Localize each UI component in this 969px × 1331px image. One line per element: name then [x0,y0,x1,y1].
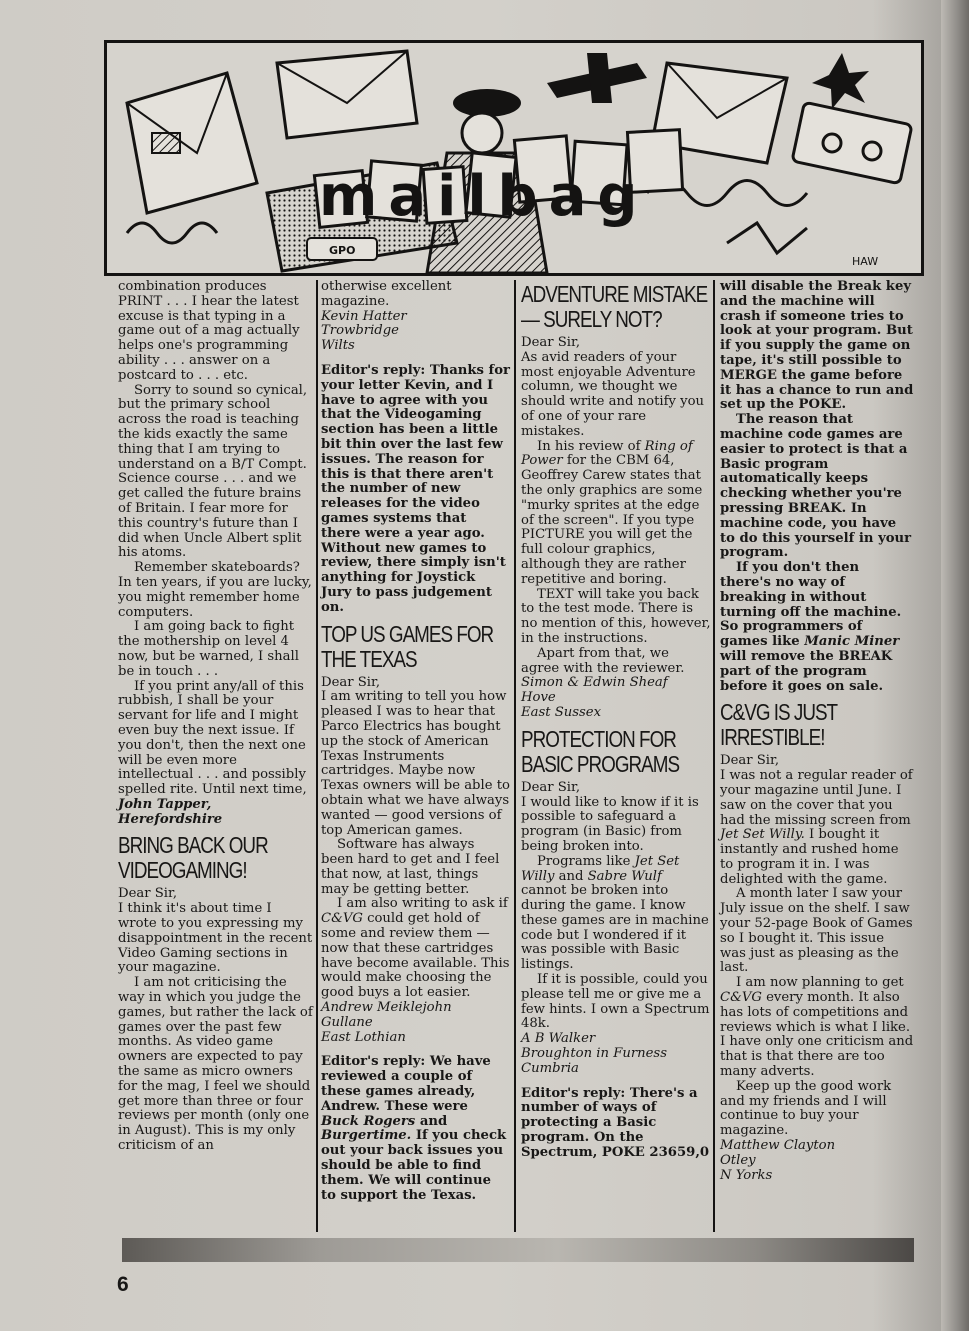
salutation: Dear Sir, [521,779,581,795]
artist-signature: HAW [852,255,879,268]
game-title: Jet Set Willy [521,853,680,884]
letter-location: Gullane [321,1014,373,1030]
game-title: Manic Miner [804,634,900,650]
paragraph: TEXT will take you back to the test mode. There is no mention of this, however, in the instructions. [521,586,711,646]
paragraph: I am going back to fight the mothership on level 4 now, but be warned, I shall be in touch . . . [118,619,299,679]
letter-headline: TOP US GAMES FOR THE TEXAS [321,620,494,672]
text-run: I am also writing to ask if [337,896,508,912]
letter-location: N Yorks [720,1167,773,1183]
letter-signature: Andrew Meiklejohn [321,1000,452,1016]
game-title: Buck Rogers [321,1113,416,1129]
editor-reply: Editor's reply: Thanks for your letter Kevin, and I have to agree with you that the Videogaming section has been a little bit thin over the last few issues. The reason for this is that there aren't the number of new releases for the video games systems that there were a year ago. Without new games to review, there simply isn't anything for Joystick Jury to pass judgement on. [321,362,510,615]
salutation: Dear Sir, [521,335,581,350]
paragraph [720,976,914,1080]
letter-signature: Simon & Edwin Sheaf [521,675,668,691]
editor-reply [321,1055,510,1203]
text-run: every month. It also has lots of competitions and reviews which is what I like. I have only one criticism and that is that there are too many adverts. [720,990,914,1080]
text-run: and [554,868,588,884]
text-run: If you check out your back issues you should be able to find them. We will continue to support the Texas. [321,1128,507,1203]
letter-location: Wilts [321,338,355,354]
salutation: Dear Sir, [720,753,780,769]
paragraph [521,440,711,588]
paragraph: Sorry to sound so cynical, but the primary school across the road is teaching the kids exactly the same thing that I am trying to understand on a B/T Compt. Science course . . . and we get called the future brains of Britain. I fear more for this country's future than I did when Uncle Albert split his atoms. [118,382,308,561]
paragraph: Remember skateboards? In ten years, if you are lucky, you might remember home computers. [118,560,312,620]
letter-signature: Matthew Clayton [720,1138,836,1154]
envelope-icon [277,51,417,138]
mailbag-illustration [107,43,921,273]
paragraph: A month later I saw your July issue on the shelf. I saw your 52-page Book of Games so I bought it. This issue was just as pleasing as the last. [720,886,913,976]
game-title: Ring of Power [521,438,693,469]
text-run: Editor's reply: We have reviewed a couple of these games already, Andrew. These were [321,1054,491,1114]
editor-reply: Editor's reply: There's a number of ways of protecting a Basic program. On the Spectrum, POKE 23659,0 [521,1085,710,1160]
paragraph [321,897,510,1001]
page-number: 6 [117,1273,129,1296]
text-run: I was not a regular reader of your magazine until June. I saw on the cover that you had the missing screen from [720,768,913,828]
text-run: In his review of [537,438,645,454]
paragraph: Keep up the good work and my friends and I will continue to buy your magazine. [720,1078,892,1139]
binder-edge [941,0,969,1331]
footer-bar [122,1238,914,1262]
text-run: for the CBM 64, Geoffrey Carew states that the only graphics are some "murky sprites at the edge of the screen". If you type PICTURE you will get the full colour graphics, although they are rather repetitive and boring. [521,453,703,587]
column-divider [514,280,516,1232]
text-run: and [415,1113,448,1129]
game-title: Sabre Wulf [587,868,662,884]
paragraph: If you print any/all of this rubbish, I shall be your servant for life and I might even buy the next issue. If you don't, then the next one will be even more intellectual . . . and possibly spelled rite. Until next time, [118,678,307,798]
paragraph: otherwise excellent magazine. [321,279,452,309]
column-3 [521,280,711,1161]
column-2 [321,280,510,1203]
paragraph: As avid readers of your most enjoyable Adventure column, we thought we should write and notify you of one of your rare mistakes. [521,349,704,439]
text-run: will remove the BREAK part of the program before it goes on sale. [720,648,893,694]
letter-signature: A B Walker [521,1031,596,1047]
game-title: Burgertime. [321,1128,412,1144]
letter-location: East Lothian [321,1029,406,1045]
column-1 [118,280,314,1154]
magazine-name: C&VG [321,911,363,927]
column-4 [720,280,914,1183]
editor-reply-continued: The reason that machine code games are easier to protect is that a Basic program automatically keeps checking whether you're pressing BREAK. In machine code, you have to do this yourself in your program. [720,412,912,561]
paragraph: I would like to know if it is possible to safeguard a program (in Basic) from being broken into. [521,794,699,854]
letter-location: Broughton in Furness [521,1046,667,1062]
magazine-name: C&VG [720,990,762,1006]
paragraph: I am not criticising the way in which you judge the games, but rather the lack of games over the past few months. As video game owners are expected to pay the same as micro owners for the mag, I feel we should get more than three or four reviews per month (only one in August). This is my only criticism of an [118,975,313,1154]
text-run: cannot be broken into during the game. I know these games are in machine code but I wondered if it was possible with Basic listings. [521,883,709,973]
letter-location: Otley [720,1152,756,1168]
letter-headline: C&VG IS JUST IRRESTIBLE! [720,699,837,751]
paragraph: I think it's about time I wrote to you expressing my disappointment in the recent Video Gaming sections in your magazine. [118,901,313,976]
paragraph: Software has always been hard to get and I feel that now, at last, things may be getting better. [321,837,500,897]
letter-signature: Kevin Hatter [321,308,407,324]
editor-reply-continued [720,561,914,694]
text-run: could get hold of some and review them — now that these cartridges have become available. This would make choosing the good buys a lot easier. [321,911,510,1001]
letter-location: Hove [521,690,556,706]
text-run: If you don't then there's no way of breaking in without turning off the machine. So programmers of games like [720,560,902,650]
letter-location: Cumbria [521,1060,579,1076]
paragraph: Apart from that, we agree with the reviewer. [521,645,685,676]
letter-location: East Sussex [521,704,602,720]
letter-location: Herefordshire [118,811,223,827]
game-title: Jet Set Willy. [720,827,805,843]
letter-headline: ADVENTURE MISTAKE — SURELY NOT? [521,281,708,332]
salutation: Dear Sir, [118,886,178,902]
paragraph: If it is possible, could you please tell me or give me a few hints. I own a Spectrum 48k. [521,972,710,1032]
gpo-label: GPO [329,244,356,257]
paragraph [720,769,914,887]
salutation: Dear Sir, [321,674,381,690]
paragraph: I am writing to tell you how pleased I was to hear that Parco Electrics has bought up the stock of American Texas Instruments cartridges. Maybe now Texas owners will be able to obtain what we have always wanted — good versions of top American games. [321,689,510,838]
gpo-tape-icon [307,238,377,260]
letter-headline: PROTECTION FOR BASIC PROGRAMS [521,725,680,777]
paragraph: combination produces PRINT . . . I hear the latest excuse is that typing in a game out of a mag actually helps one's programming ability . . . answer on a postcard to . . . etc. [118,279,300,383]
letter-headline: BRING BACK OUR VIDEOGAMING! [118,832,268,884]
letter-location: Trowbridge [321,323,399,339]
letter-signature: John Tapper, [118,796,212,812]
text-run: I am now planning to get [736,975,904,991]
column-divider [316,280,318,1232]
text-run: I bought it instantly and rushed home to program it in. I was delighted with the game. [720,827,899,887]
mailbag-title-text: mailbag [319,164,649,229]
paragraph [521,855,711,973]
text-run: Programs like [537,853,635,869]
column-divider [713,280,715,1232]
editor-reply-continued: will disable the Break key and the machine will crash if someone tries to look at your program. But if you supply the game on tape, it's still possible to MERGE the game before it has a chance to run and set up the POKE. [720,279,914,413]
mailbag-banner [104,40,924,276]
